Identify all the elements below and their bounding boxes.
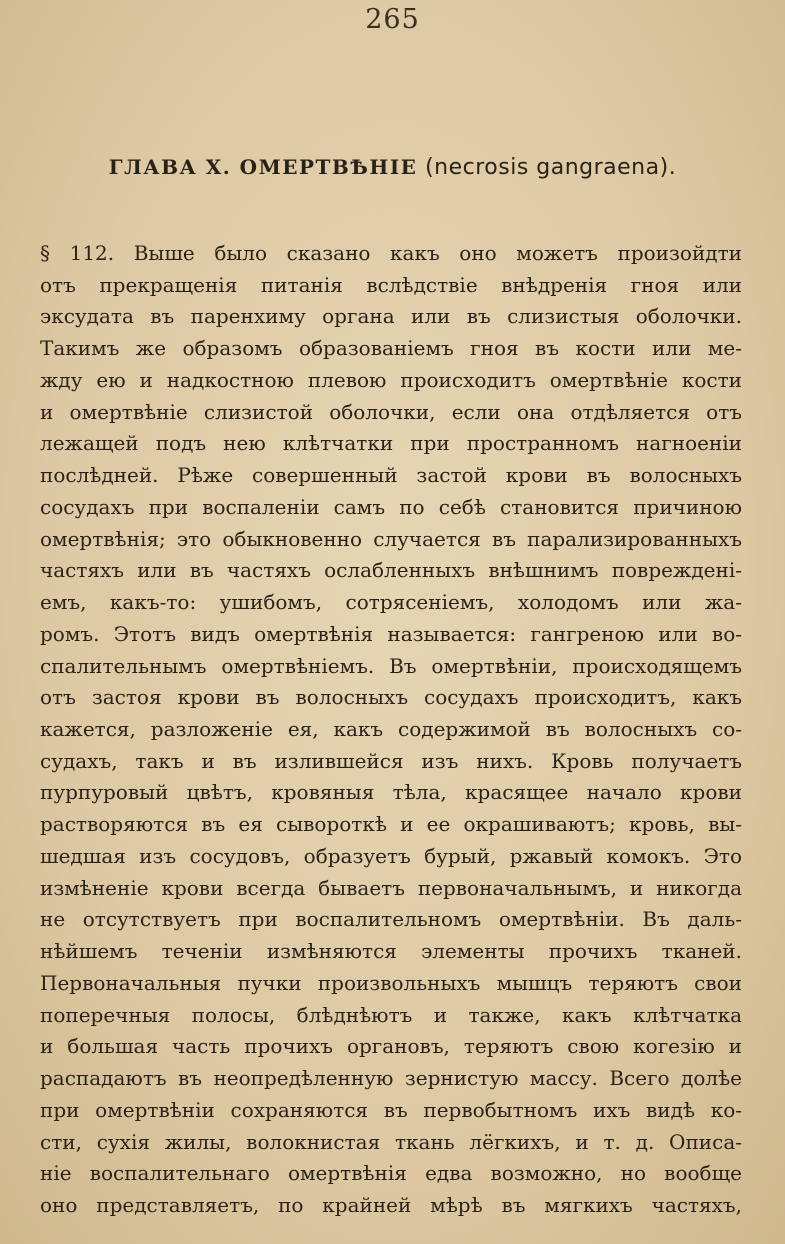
chapter-heading <box>0 152 785 180</box>
text-line: ніе воспалительнаго омертвѣнія едва возможно, но вообще <box>40 1161 742 1185</box>
text-line: поперечныя полосы, блѣднѣютъ и также, какъ клѣтчатка <box>40 1003 742 1027</box>
text-line: Первоначальныя пучки произвольныхъ мышцъ теряютъ свои <box>40 971 742 995</box>
text-line: пурпуровый цвѣтъ, кровяныя тѣла, красящее начало крови <box>40 780 742 804</box>
text-line: при омертвѣніи сохраняются въ первобытномъ ихъ видѣ ко- <box>40 1098 742 1122</box>
text-line: эксудата въ паренхиму органа или въ слизистыя оболочки. <box>40 304 742 328</box>
text-line: отъ прекращенія питанія вслѣдствіе внѣдренія гноя или <box>40 273 742 297</box>
text-line: шедшая изъ сосудовъ, образуетъ бурый, ржавый комокъ. Это <box>40 844 742 868</box>
text-line: не отсутствуетъ при воспалительномъ омертвѣніи. Въ даль- <box>40 907 742 931</box>
text-line: омертвѣнія; это обыкновенно случается въ парализированныхъ <box>40 527 742 551</box>
text-line: частяхъ или въ частяхъ ослабленныхъ внѣшнимъ поврежденi- <box>40 558 742 582</box>
text-line: Такимъ же образомъ образованіемъ гноя въ кости или ме- <box>40 336 742 360</box>
page-number: 265 <box>365 4 420 35</box>
text-line: распадаютъ въ неопредѣленную зернистую массу. Всего долѣе <box>40 1066 742 1090</box>
chapter-latin-subtitle: (necrosis gangraena). <box>425 155 677 180</box>
text-line: отъ застоя крови въ волосныхъ сосудахъ происходитъ, какъ <box>40 685 742 709</box>
text-line: § 112. Выше было сказано какъ оно можетъ произойдти <box>40 241 742 265</box>
text-line: спалительнымъ омертвѣніемъ. Въ омертвѣніи, происходящемъ <box>40 654 742 678</box>
text-line: и омертвѣніе слизистой оболочки, если она отдѣляется отъ <box>40 400 742 424</box>
text-line: нѣйшемъ теченіи измѣняются элементы прочихъ тканей. <box>40 939 742 963</box>
text-line: емъ, какъ-то: ушибомъ, сотрясеніемъ, холодомъ или жа- <box>40 590 742 614</box>
text-line: ромъ. Этотъ видъ омертвѣнія называется: гангреною или во- <box>40 622 742 646</box>
text-line: послѣдней. Рѣже совершенный застой крови въ волосныхъ <box>40 463 742 487</box>
text-line: сти, сухія жилы, волокнистая ткань лёгкихъ, и т. д. Описа- <box>40 1130 742 1154</box>
chapter-title: ГЛАВА X. ОМЕРТВѢНІЕ <box>108 155 418 179</box>
text-line: и большая часть прочихъ органовъ, теряютъ свою когезію и <box>40 1034 742 1058</box>
text-line: оно представляетъ, по крайней мѣрѣ въ мягкихъ частяхъ, <box>40 1193 742 1217</box>
text-line: лежащей подъ нею клѣтчатки при пространномъ нагноеніи <box>40 431 742 455</box>
text-line: измѣненіе крови всегда бываетъ первоначальнымъ, и никогда <box>40 876 742 900</box>
text-line: сосудахъ при воспаленіи самъ по себѣ становится причиною <box>40 495 742 519</box>
text-line: судахъ, такъ и въ излившейся изъ нихъ. Кровь получаетъ <box>40 749 742 773</box>
text-line: кажется, разложеніе ея, какъ содержимой въ волосныхъ со- <box>40 717 742 741</box>
text-line: растворяются въ ея сывороткѣ и ее окрашиваютъ; кровь, вы- <box>40 812 742 836</box>
text-line: жду ею и надкостною плевою происходитъ омертвѣніе кости <box>40 368 742 392</box>
